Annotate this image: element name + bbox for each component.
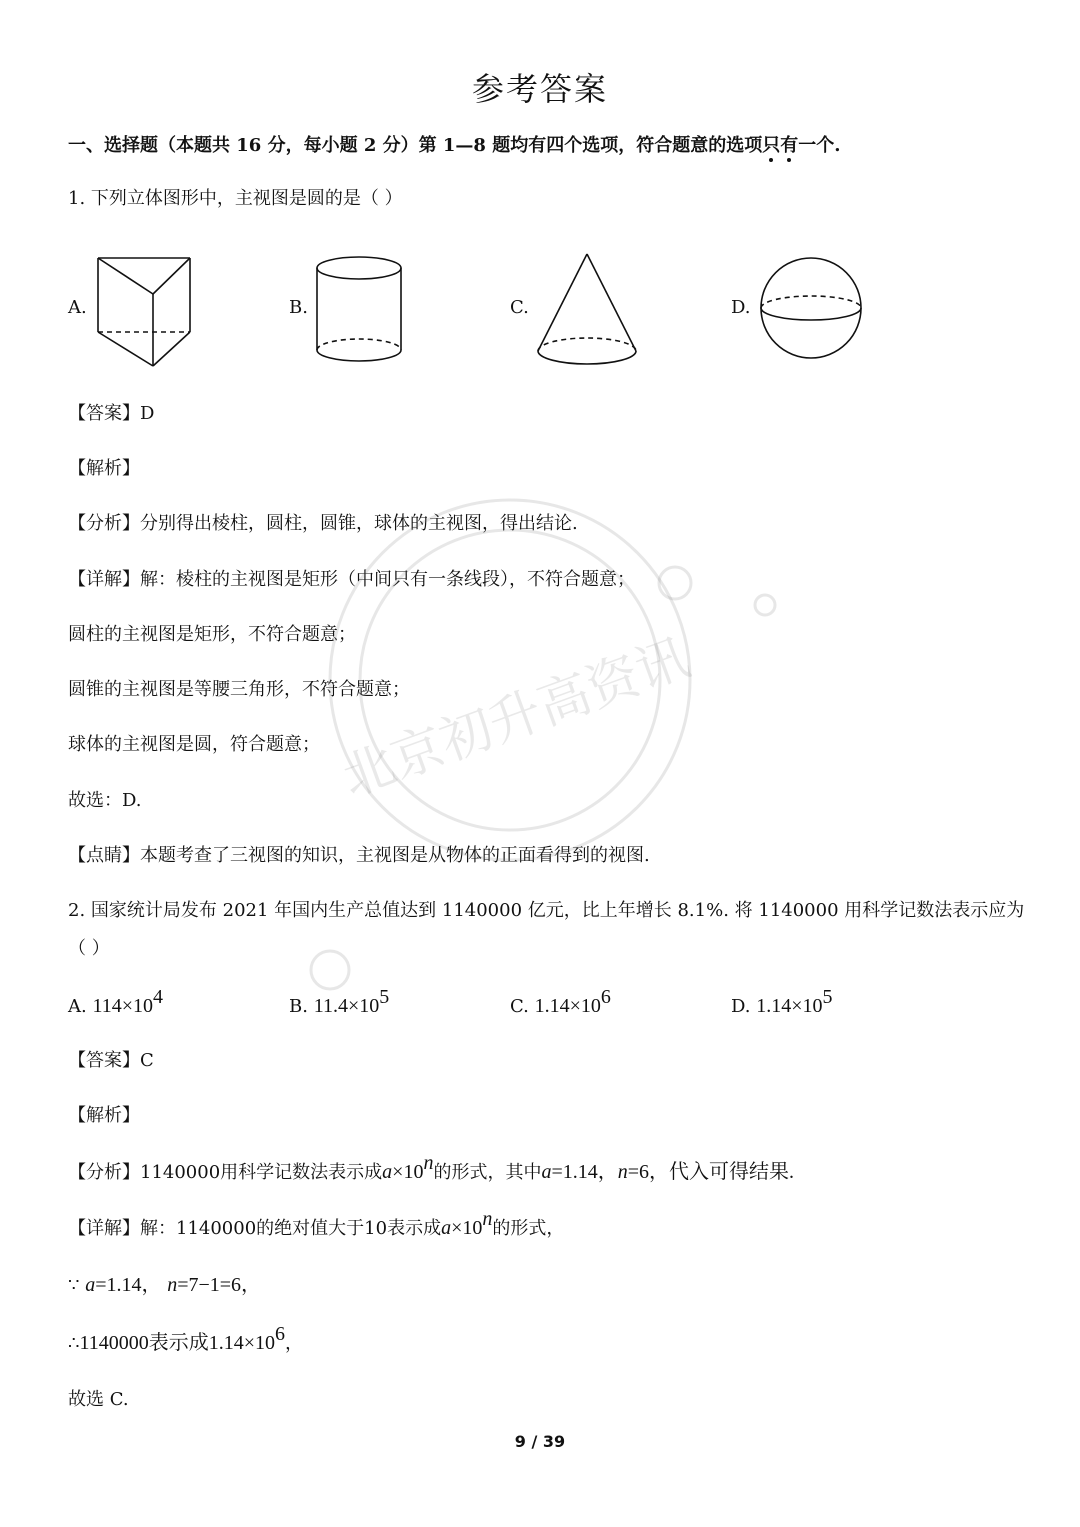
q2-analysis-header: 【解析】 <box>68 1105 140 1126</box>
q2-stem-line-2: （ ） <box>68 938 110 959</box>
q1-detail-1: 【详解】解：棱柱的主视图是矩形（中间只有一条线段），不符合题意； <box>68 569 635 590</box>
q2-analysis: 【分析】1140000用科学记数法表示成$a\times 10^n$的形式，其中a=1.14，n=6，代入可得结果. <box>68 1152 795 1183</box>
q1-comment: 【点睛】本题考查了三视图的知识，主视图是从物体的正面看得到的视图. <box>68 845 650 866</box>
q2-therefore-line: ∴1140000表示成$1.14\times 10^6$， <box>68 1323 303 1354</box>
triangular-prism-figure <box>90 250 200 375</box>
q1-choice: 故选：D. <box>68 790 142 811</box>
watermark-dot-3 <box>305 945 355 995</box>
q2-stem-line-1: 2. 国家统计局发布 2021 年国内生产总值达到 1140000 亿元，比上年增长 8.1%. 将 1140000 用科学记数法表示应为 <box>68 900 1025 921</box>
q1-detail-2: 圆柱的主视图是矩形，不符合题意； <box>68 624 356 645</box>
section-heading <box>68 134 841 158</box>
cylinder-figure <box>310 250 410 370</box>
watermark-dot-1 <box>655 563 695 603</box>
section-heading-text: 一、选择题（本题共 16 分，每小题 2 分）第 1—8 题均有四个选项，符合题意的选项 <box>68 135 763 156</box>
q1-option-c-label: C. <box>510 297 529 318</box>
emphasis-char-1: 只 <box>762 135 781 156</box>
q2-option-b: B. $11.4\times 10^5$ <box>289 986 390 1017</box>
watermark-dot-2 <box>750 590 780 620</box>
page-title: 参考答案 <box>471 70 608 108</box>
q1-answer: 【答案】D <box>68 403 155 424</box>
q1-analysis: 【分析】分别得出棱柱，圆柱，圆锥，球体的主视图，得出结论. <box>68 513 578 534</box>
q1-option-a-label: A. <box>68 297 87 318</box>
q1-stem: 1. 下列立体图形中，主视图是圆的是（ ） <box>68 188 403 209</box>
q2-choice: 故选 C. <box>68 1389 129 1410</box>
cone-figure <box>530 248 645 373</box>
q2-detail: 【详解】解：1140000的绝对值大于10表示成$a\times 10^n$的形式， <box>68 1208 565 1239</box>
q2-because-line: ∵ a=1.14， n=7−1=6， <box>68 1274 262 1296</box>
watermark-text: 北京初升高资讯 <box>334 627 698 809</box>
page-number: 9 / 39 <box>514 1432 566 1451</box>
q1-detail-4: 球体的主视图是圆，符合题意； <box>68 734 320 755</box>
section-heading-tail: 一个. <box>798 135 841 156</box>
q2-option-d: D. $1.14\times 10^5$ <box>731 986 833 1017</box>
q1-option-d-label: D. <box>731 297 751 318</box>
q1-analysis-header: 【解析】 <box>68 458 140 479</box>
sphere-figure <box>755 255 870 365</box>
q1-detail-3: 圆锥的主视图是等腰三角形，不符合题意； <box>68 679 410 700</box>
q2-option-c: C. $1.14\times 10^6$ <box>510 986 611 1017</box>
emphasis-char-2: 有 <box>780 135 799 156</box>
q1-option-b-label: B. <box>289 297 308 318</box>
q2-option-a: A. $114\times 10^4$ <box>68 986 164 1017</box>
q2-answer: 【答案】C <box>68 1050 154 1071</box>
